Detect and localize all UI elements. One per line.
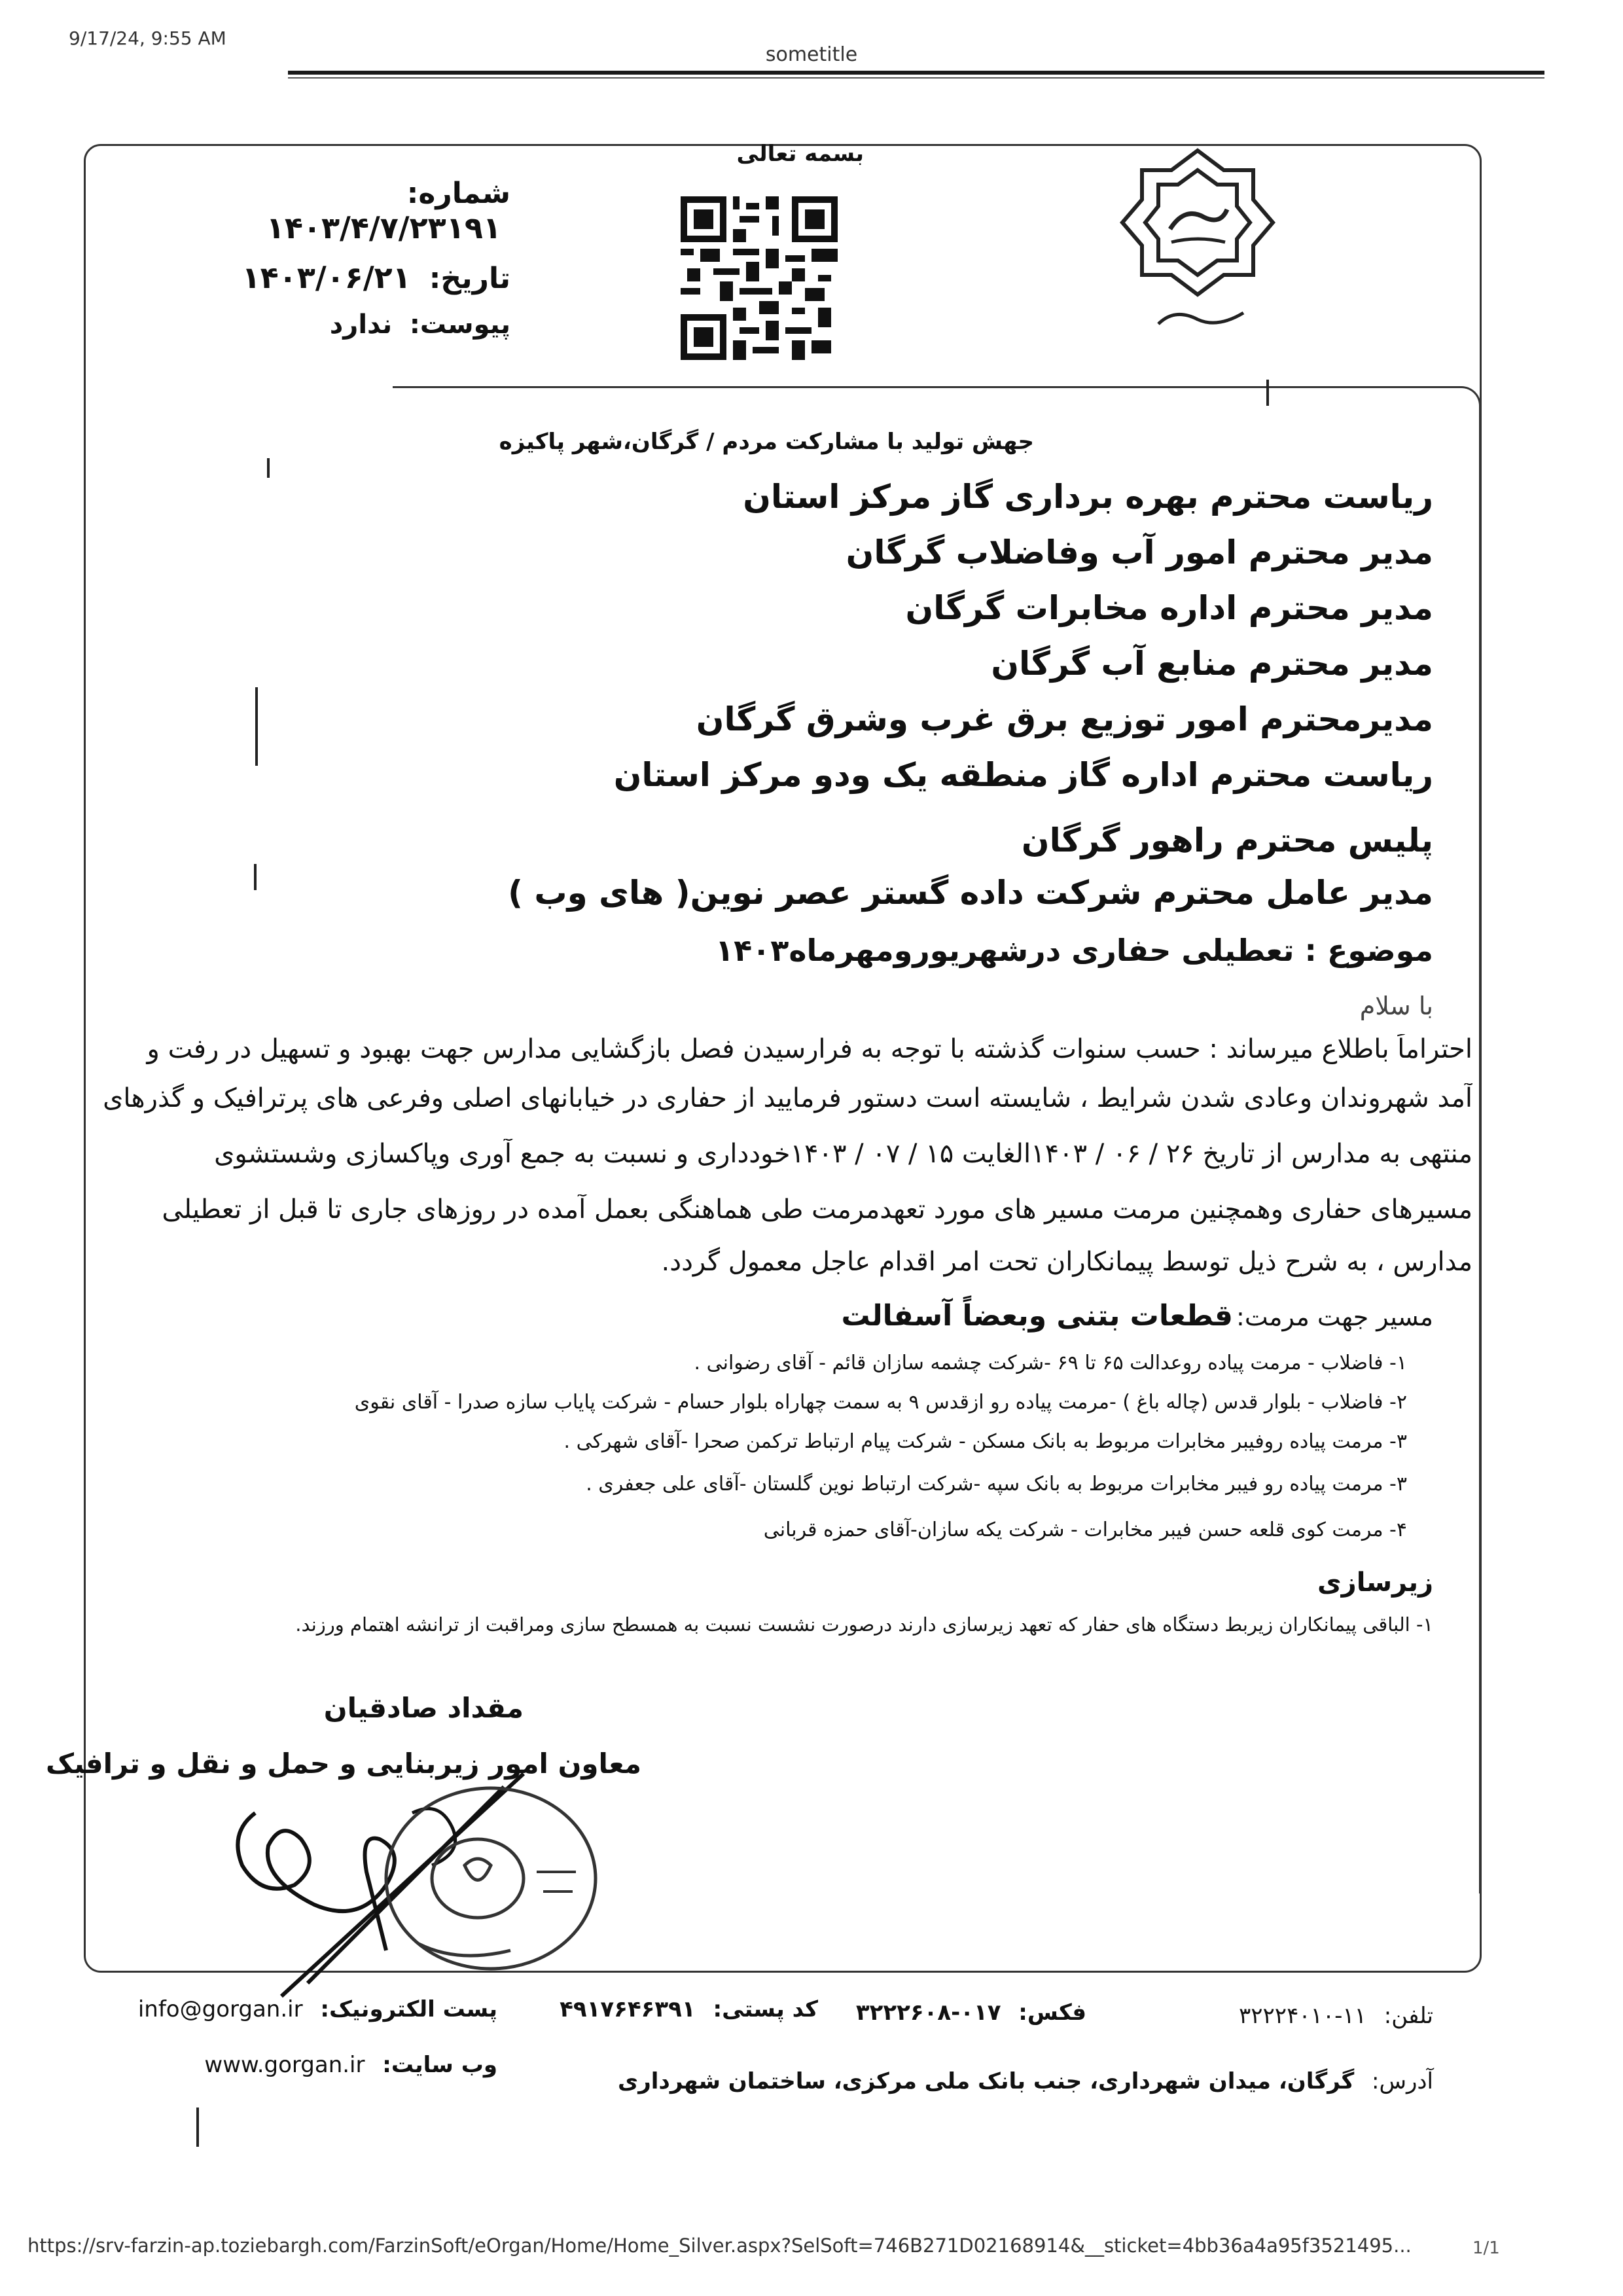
date-value: ۱۴۰۳/۰۶/۲۱ xyxy=(241,260,411,295)
repair-heading-prefix: مسیر جهت مرمت: xyxy=(1236,1302,1433,1331)
recipient-line: مدیرمحترم امور توزیع برق غرب وشرق گرگان xyxy=(696,700,1433,738)
body-line: مسیرهای حفاری وهمچنین مرمت مسیر های مورد تعهدمرمت طی هماهنگی بعمل آمده در روزهای جاری تا قبل از تعطیلی xyxy=(162,1194,1472,1225)
scan-mark xyxy=(196,2108,199,2147)
basmala: بسمه تعالی xyxy=(736,141,864,167)
scan-mark xyxy=(267,458,270,478)
address-row xyxy=(618,2068,1433,2094)
fax-row xyxy=(856,2000,1086,2026)
subject: موضوع : تعطیلی حفاری درشهریورومهرماه۱۴۰۳ xyxy=(715,933,1433,968)
website-link[interactable]: www.gorgan.ir xyxy=(204,2052,365,2078)
body-line: مدارس ، به شرح ذیل توسط پیمانکاران تحت امر اقدام عاجل معمول گردد. xyxy=(661,1247,1472,1277)
print-page-title: sometitle xyxy=(765,43,858,66)
scan-mark xyxy=(255,687,258,766)
print-timestamp: 9/17/24, 9:55 AM xyxy=(69,27,226,49)
address-label: آدرس: xyxy=(1372,2068,1433,2094)
recipient-line: مدیر محترم اداره مخابرات گرگان xyxy=(905,589,1433,627)
recipient-line: مدیر محترم امور آب وفاضلاب گرگان xyxy=(846,533,1433,571)
letter-meta xyxy=(203,177,510,340)
phone-value: ۱۱-۳۲۲۲۴۰۱۰ xyxy=(1239,2003,1366,2029)
official-stamp xyxy=(380,1780,602,1977)
postal-label: کد پستی: xyxy=(713,1996,818,2022)
top-rule xyxy=(288,71,1544,75)
website-row xyxy=(204,2052,497,2078)
slogan: جهش تولید با مشارکت مردم / گرگان،شهر پاکیزه xyxy=(499,429,1034,455)
body-line: احتراماً باطلاع میرساند : حسب سنوات گذشته با توجه به فرارسیدن فصل بازگشایی مدارس جهت بهبود و تسهیل در رفت و xyxy=(147,1034,1472,1064)
attachment-label: پیوست: xyxy=(409,310,510,340)
email-label: پست الکترونیک: xyxy=(320,1996,497,2022)
signatory-title: معاون امور زیربنایی و حمل و نقل و ترافیک xyxy=(45,1748,641,1780)
attachment-value: ندارد xyxy=(329,310,393,340)
number-label: شماره: xyxy=(406,177,510,210)
email-link[interactable]: info@gorgan.ir xyxy=(137,1996,303,2022)
email-row xyxy=(138,1996,497,2022)
gorgan-municipality-logo xyxy=(1113,144,1283,340)
top-rule-thin xyxy=(288,77,1544,79)
postal-row xyxy=(560,1996,818,2022)
recipient-line: مدیر عامل محترم شرکت داده گستر عصر نوین( های وب ) xyxy=(508,874,1433,912)
repair-heading xyxy=(842,1299,1433,1333)
repair-item: ۴- مرمت کوی قلعه حسن فیبر مخابرات - شرکت یکه سازان-آقای حمزه قربانی xyxy=(763,1518,1407,1541)
body-line: آمد شهروندان وعادی شدن شرایط ، شایسته است دستور فرمایید از حفاری در خیابانهای اصلی وفرعی های پرترافیک و گذرهای xyxy=(103,1083,1472,1113)
print-page-indicator: 1/1 xyxy=(1472,2238,1500,2258)
signatory-name: مقداد صادقیان xyxy=(323,1692,524,1724)
scan-mark xyxy=(1266,380,1269,406)
address-value: گرگان، میدان شهرداری، جنب بانک ملی مرکزی، ساختمان شهرداری xyxy=(618,2068,1355,2094)
repair-item: ۳- مرمت پیاده رو فیبر مخابرات مربوط به بانک سپه -شرکت ارتباط نوین گلستان -آقای علی جعفری . xyxy=(586,1473,1407,1496)
subgrade-heading: زیرسازی xyxy=(1317,1568,1433,1598)
website-label: وب سایت: xyxy=(382,2052,497,2078)
phone-label: تلفن: xyxy=(1383,2003,1433,2029)
body-line: منتهی به مدارس از تاریخ ۲۶ / ۰۶ / ۱۴۰۳الغایت ۱۵ / ۰۷ / ۱۴۰۳خودداری و نسبت به جمع آوری وپاکسازی وشستشوی xyxy=(214,1139,1472,1169)
fax-value: ۰۱۷-۳۲۲۲۶۰۸ xyxy=(855,2000,1001,2026)
scan-mark xyxy=(254,864,257,890)
subgrade-item: ۱- الباقی پیمانکاران زیربط دستگاه های حفار که تعهد زیرسازی دارند درصورت نشست نسبت به همسطح سازی ومراقبت از ترانشه اهتمام ورزند. xyxy=(295,1613,1433,1636)
repair-item: ۳- مرمت پیاده روفیبر مخابرات مربوط به بانک مسکن - شرکت پیام ارتباط ترکمن صحرا -آقای شهرکی . xyxy=(563,1430,1407,1453)
repair-item: ۲- فاضلاب - بلوار قدس (چاله باغ ) -مرمت پیاده رو ازقدس ۹ به سمت چهاراه بلوار حسام - شرکت پایاب سازه صدرا - آقای نقوی xyxy=(354,1391,1407,1414)
fax-label: فکس: xyxy=(1018,2000,1086,2026)
qr-code xyxy=(681,196,838,360)
greeting: با سلام xyxy=(1359,992,1433,1020)
recipient-line: ریاست محترم اداره گاز منطقه یک ودو مرکز استان xyxy=(613,756,1433,794)
recipient-line: ریاست محترم بهره برداری گاز مرکز استان xyxy=(743,478,1433,516)
date-label: تاریخ: xyxy=(429,262,510,295)
postal-value: ۴۹۱۷۶۴۶۳۹۱ xyxy=(560,1996,696,2022)
recipient-line: مدیر محترم منابع آب گرگان xyxy=(991,645,1433,683)
phone-row xyxy=(1239,2003,1433,2029)
recipient-line: پلیس محترم راهور گرگان xyxy=(1021,821,1433,859)
print-url: https://srv-farzin-ap.toziebargh.com/FarzinSoft/eOrgan/Home/Home_Silver.aspx?SelSoft=746B271D02168914&__sticket=4bb36a4a95f3521495... xyxy=(27,2234,1412,2257)
repair-item: ۱- فاضلاب - مرمت پیاده روعدالت ۶۵ تا ۶۹ -شرکت چشمه سازان قائم - آقای رضوانی . xyxy=(694,1352,1407,1374)
number-value: ۱۴۰۳/۴/۷/۲۳۱۹۱ xyxy=(266,210,501,245)
repair-heading-title: قطعات بتنی وبعضاً آسفالت xyxy=(841,1299,1233,1333)
